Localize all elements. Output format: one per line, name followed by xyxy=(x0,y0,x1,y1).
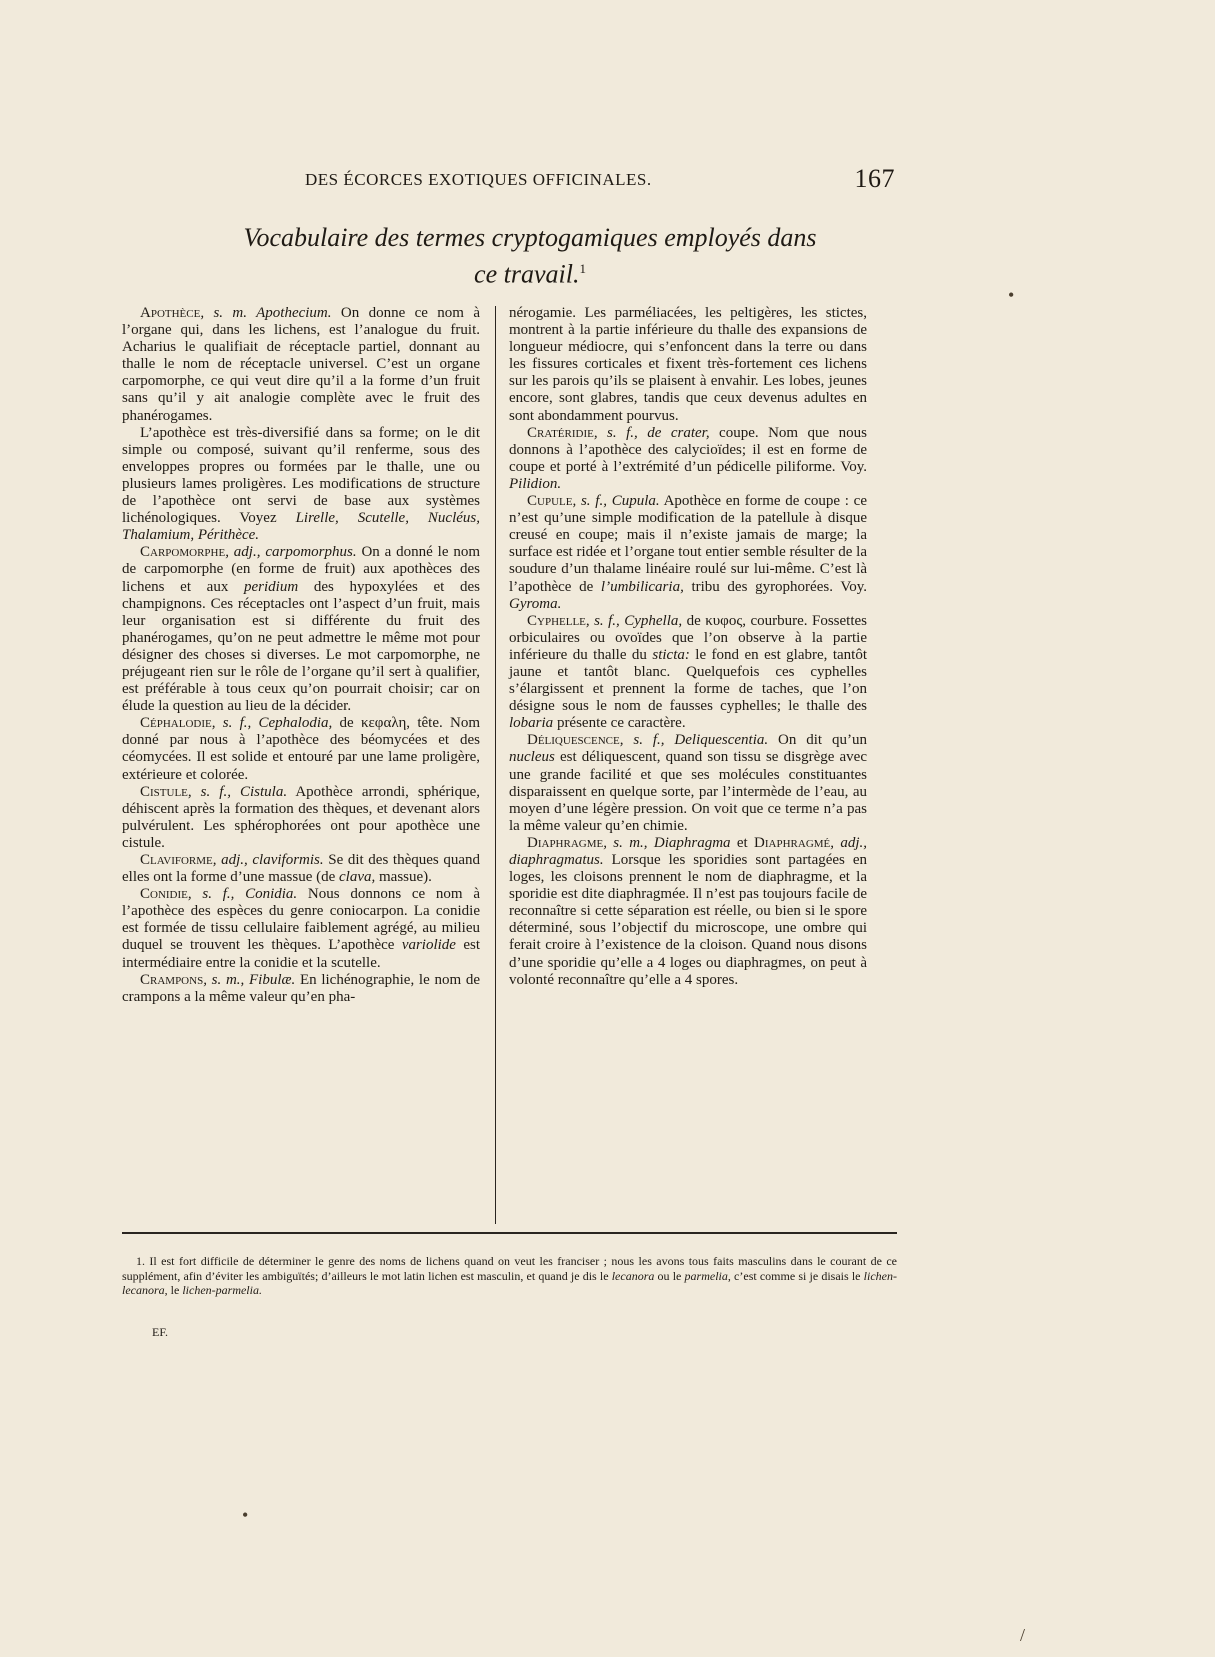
def-cyphelle-2: le fond en est glabre, tantôt jaune et tantôt blanc. Quelquefois ces cyphelles s’élargissent et prennent la forme de taches, que l’on désigne sous le nom de fausses cyphelles; le thalle des xyxy=(509,646,867,715)
def-cupule-1: Apothèce en forme de coupe : ce n’est qu’une simple modification de la patellule à disque creusé en coupe; mais il n’existe jamais de marge; la surface est ridée et l’organe tout entier semble résulter de la soudure d’un thalame linéaire roulé sur lui-même. C’est là l’apothèce de xyxy=(509,493,867,595)
footnote-part-4: , le xyxy=(164,1283,183,1297)
term-diaphragme-2: Diaphragmé xyxy=(754,834,831,851)
def-crateridie: coupe. Nom que nous donnons à l’apothèce des calycioïdes; il est en forme de coupe et porté à l’extrémité d’un pédicelle piliforme. Voy. xyxy=(509,424,867,475)
def-cupule-2: tribu des gyrophorées. Voy. xyxy=(683,578,868,595)
lecanora-word: lecanora xyxy=(611,1268,655,1283)
def-cyphelle-3: présente ce caractère. xyxy=(553,715,686,732)
term-carpomorphe: Carpomorphe xyxy=(140,544,226,561)
gram-apothece: , s. m. xyxy=(200,305,257,321)
def-claviforme-1: Se dit des thèques quand elles ont la forme d’une massue (de xyxy=(122,852,480,886)
def-cistule: Apothèce arrondi, sphérique, déhiscent après la formation des thèques, et devenant alors pulvérulent. Les sphérophorées ont pour apothèce une cistule. xyxy=(122,783,480,851)
entry-cyphelle xyxy=(509,613,867,733)
gram-diaphragme: , s. m., Diaphragma xyxy=(603,834,731,851)
gram-deliquescence: , s. f., Deliquescentia. xyxy=(619,732,769,749)
column-divider xyxy=(495,306,496,1224)
peridium-word: peridium xyxy=(244,578,299,595)
entry-claviforme xyxy=(122,852,480,886)
entry-carpomorphe xyxy=(122,544,480,715)
latin-apothece: Apothecium. xyxy=(256,305,332,321)
def-deliquescence-1: On dit qu’un xyxy=(768,732,867,749)
gram-crateridie: , s. f., de crater, xyxy=(593,424,710,441)
right-column xyxy=(509,305,867,989)
term-cupule: Cupule xyxy=(527,493,573,510)
def-cephalodie: tête. Nom donné par nous à l’apothèce des béomycées et des céomycées. Il est solide et entouré par une lame proligère, extérieure et colorée. xyxy=(122,715,480,783)
term-crampons: Crampons xyxy=(140,971,204,988)
footnote-signature: EF. xyxy=(152,1325,169,1339)
footnote xyxy=(122,1254,897,1298)
gram-cupule: , s. f., Cupula. xyxy=(572,493,660,510)
gram-diaphragme-2: , adj., diaphragmatus. xyxy=(509,834,868,868)
ref-gyroma: Gyroma. xyxy=(509,595,562,612)
entry-cistule xyxy=(122,784,480,852)
ink-blot: • xyxy=(242,1505,249,1525)
entry-crampons xyxy=(122,972,480,1006)
lobaria-word: lobaria xyxy=(509,715,554,732)
term-conidie: Conidie xyxy=(140,886,188,903)
heading-line-2-text: ce travail. xyxy=(474,259,580,289)
diaphragme-et: et xyxy=(730,834,755,851)
left-column xyxy=(122,305,480,1006)
latin-clava: clava, xyxy=(339,869,376,886)
gram-crampons: , s. m., Fibulæ. xyxy=(203,971,296,988)
term-cistule: Cistule xyxy=(140,783,188,800)
entry-apothece xyxy=(122,305,480,425)
def-diaphragme: Lorsque les sporidies sont partagées en loges, les cloisons prennent le nom de diaphragme, et la sporidie est dite diaphragmée. Il n’est pas toujours facile de reconnaître si cette séparation est réelle, ou bien si le spore déterminé, sous l’objectif du microscope, une ombre qui ferait croire à l’existence de la cloison. Quand nous disons d’une sporidie qu’elle a 4 loges ou diaphragmes, on peut à volonté reconnaître qu’elle a 4 spores. xyxy=(509,852,867,988)
page-number: 167 xyxy=(854,164,895,193)
pencil-mark: / xyxy=(1020,1625,1026,1645)
greek-cephalodie: de κεφαλη, xyxy=(332,715,418,732)
heading-line-1: Vocabulaire des termes cryptogamiques employés dans xyxy=(243,223,817,252)
entry-cephalodie xyxy=(122,715,480,783)
entry-apothece-2 xyxy=(122,425,480,545)
def-apothece-2: L’apothèce est très-diversifié dans sa forme; on le dit simple ou composé, suivant qu’il renferme, sous des enveloppes propres ou formées par le thalle, une ou plusieurs lames proligères. Les modifications de structure de l’apothèce ont servi de base aux systèmes lichénologiques. Voyez xyxy=(122,424,480,527)
parmelia-word: parmelia xyxy=(684,1268,728,1283)
lichen-parmelia-word: lichen-parmelia. xyxy=(182,1283,262,1297)
term-apothece: Apothèce xyxy=(140,305,201,321)
footnote-mark: 1. xyxy=(136,1254,145,1268)
entry-diaphragme xyxy=(509,835,867,989)
term-cephalodie: Céphalodie xyxy=(140,715,212,732)
gram-conidie: , s. f., Conidia. xyxy=(187,886,298,903)
footnote-part-1: Il est fort difficile de déterminer le genre des noms de lichens quand on veut les franciser ; nous les avons tous faits masculins dans le courant de ce supplément, afin d’éviter les ambiguïtés; d’ailleurs le mot latin lichen est masculin, et quand je dis le xyxy=(122,1254,897,1283)
section-heading xyxy=(230,222,830,290)
entry-cupule xyxy=(509,493,867,613)
gram-carpomorphe: , adj., carpomorphus. xyxy=(225,544,357,561)
lichen-lecanora-word: lichen-lecanora xyxy=(122,1268,897,1297)
term-crateridie: Cratéridie xyxy=(527,424,594,441)
ink-speck: • xyxy=(1008,285,1015,305)
footnote-text xyxy=(122,1254,897,1298)
heading-note-mark: 1 xyxy=(579,261,586,276)
nucleus-word: nucleus xyxy=(509,749,555,766)
def-carpomorphe-1: On a donné le nom de carpomorphe (en forme de fruit) aux apothèces des lichens et aux xyxy=(122,544,481,595)
sticta-word: sticta: xyxy=(652,646,690,663)
gram-cephalodie: , s. f., Cephalodia, xyxy=(211,715,333,732)
gram-claviforme: , adj., claviformis. xyxy=(212,852,324,868)
footnote-rule xyxy=(122,1232,897,1234)
refs-apothece: Lirelle, Scutelle, Nucléus, Thalamium, Périthèce. xyxy=(122,510,480,544)
gram-cistule: , s. f., Cistula. xyxy=(187,783,288,800)
term-deliquescence: Déliquescence xyxy=(527,732,620,749)
entry-conidie xyxy=(122,886,480,971)
ref-pilidion: Pilidion. xyxy=(509,475,562,492)
def-carpomorphe-2: des hypoxylées et des champignons. Ces réceptacles ont l’aspect d’un fruit, mais leur organisation est si différente du fruit des phanérogames, qu’on ne peut admettre le même mot pour désigner des choses si diverses. Le mot carpomorphe, ne préjugeant rien sur le rôle de l’organe qu’il sert à qualifier, est préférable à tous ceux qu’on pourrait choisir; car on élude la question au lieu de la décider. xyxy=(122,578,480,715)
entry-crateridie xyxy=(509,425,867,493)
def-crampons-cont: nérogamie. Les parméliacées, les peltigères, les stictes, montrent à la partie inférieure du thalle des expansions de longueur médiocre, qui s’enfoncent dans la terre ou dans les fissures corticales et fixent très-fortement ces lichens sur les parois qu’ils se plaisent à envahir. Les lobes, jeunes encore, sont glabres, tandis que ceux devenus adultes en sont abondamment pourvus. xyxy=(509,305,867,424)
greek-cyphelle: de κυφος, xyxy=(682,612,751,629)
term-claviforme: Claviforme xyxy=(140,852,213,868)
variolide-word: variolide xyxy=(401,937,456,954)
heading-line-2 xyxy=(230,253,830,290)
footnote-part-3: , c’est comme si je disais le xyxy=(727,1268,864,1283)
footnote-part-2: ou le xyxy=(654,1268,685,1283)
term-diaphragme: Diaphragme xyxy=(527,834,604,851)
def-crampons: En lichénographie, le nom de crampons a la même valeur qu’en pha- xyxy=(122,971,480,1005)
term-cyphelle: Cyphelle xyxy=(527,612,586,629)
def-apothece: On donne ce nom à l’organe qui, dans les lichens, est l’analogue du fruit. Acharius le qualifiait de réceptacle partiel, donnant au thalle le nom de réceptacle universel. C’est un organe carpomorphe, ce qui veut dire qu’il a la forme d’un fruit sans qu’il y ait analogie complète avec le fruit des phanérogames. xyxy=(122,305,480,424)
def-cyphelle-1: courbure. Fossettes orbiculaires ou ovoïdes que l’on observe à la partie inférieure du thalle du xyxy=(509,612,867,663)
def-deliquescence-2: est déliquescent, quand son tissu se disgrège avec une grande facilité et que ses molécules constituantes disparaissent en quelque sorte, par l’intermède de l’eau, au moyen d’une légère pression. On voit que ce terme n’a pas la même valeur qu’en chimie. xyxy=(509,749,867,834)
def-claviforme-2: massue). xyxy=(375,869,432,886)
entry-deliquescence xyxy=(509,732,867,835)
entry-crampons-cont xyxy=(509,305,867,425)
umbilicaria-word: l’umbilicaria, xyxy=(600,578,684,595)
gram-cyphelle: , s. f., Cyphella, xyxy=(585,612,683,629)
running-title: DES ÉCORCES EXOTIQUES OFFICINALES. xyxy=(305,170,652,189)
def-conidie-1: Nous donnons ce nom à l’apothèce des espèces du genre coniocarpon. La conidie est formée de tissu cellulaire faiblement agrégé, au milieu duquel se trouvent les thèques. L’apothèce xyxy=(122,886,480,954)
def-conidie-2: est intermédiaire entre la conidie et la scutelle. xyxy=(122,937,480,971)
